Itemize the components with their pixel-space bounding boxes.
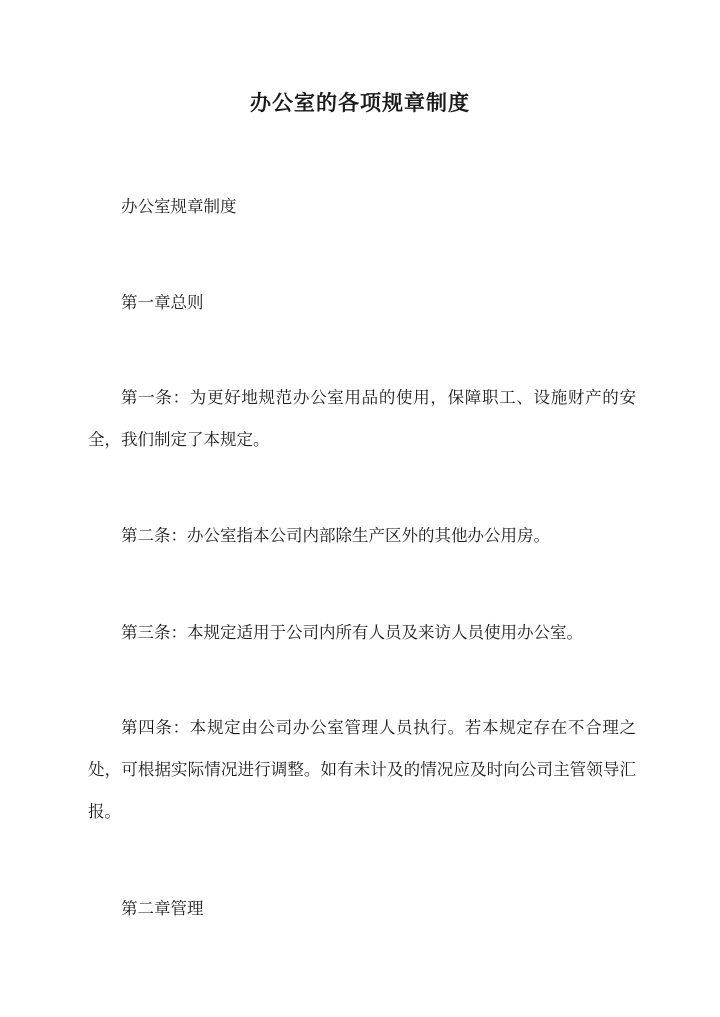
article-3-paragraph: 第三条：本规定适用于公司内所有人员及来访人员使用办公室。 <box>121 623 583 642</box>
document-title: 办公室的各项规章制度 <box>250 90 470 115</box>
article-1-paragraph: 第一条：为更好地规范办公室用品的使用，保障职工、设施财产的安全，我们制定了本规定。 <box>88 388 636 449</box>
chapter-heading-general: 第一章总则 <box>121 293 204 312</box>
section-heading-rules: 办公室规章制度 <box>121 197 237 216</box>
article-2-paragraph: 第二条：办公室指本公司内部除生产区外的其他办公用房。 <box>121 526 550 545</box>
article-4-paragraph: 第四条：本规定由公司办公室管理人员执行。若本规定存在不合理之处，可根据实际情况进行调整。如有未计及的情况应及时向公司主管领导汇报。 <box>88 718 636 821</box>
chapter-heading-management: 第二章管理 <box>121 899 204 918</box>
